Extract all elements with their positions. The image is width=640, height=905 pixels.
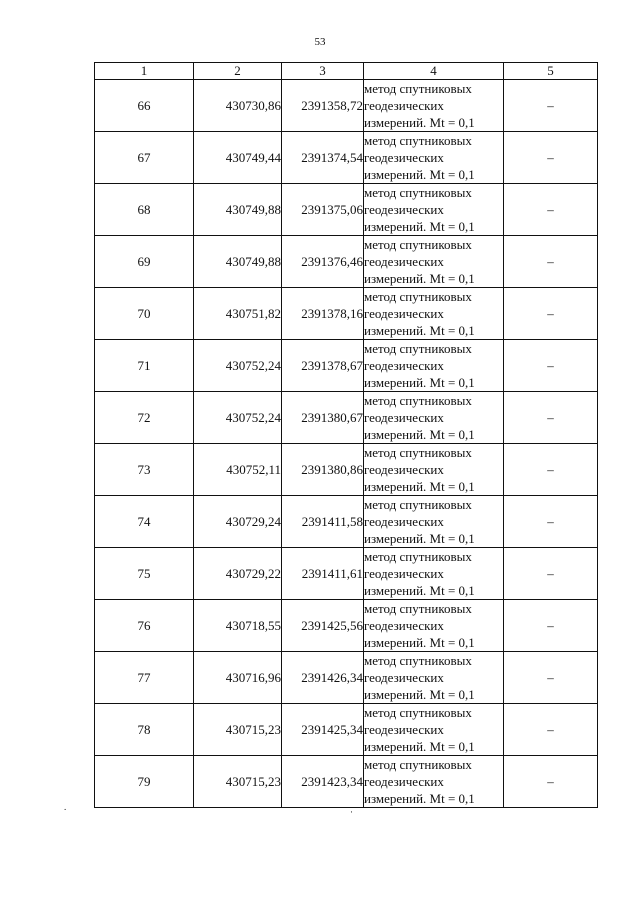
method-line: метод спутниковых (364, 237, 472, 252)
table-row (95, 288, 598, 340)
method-cell (364, 80, 504, 132)
method-line: измерений. Mt = 0,1 (364, 791, 475, 806)
method-line: измерений. Mt = 0,1 (364, 427, 475, 442)
method-line: измерений. Mt = 0,1 (364, 583, 475, 598)
method-cell (364, 704, 504, 756)
method-line: метод спутниковых (364, 289, 472, 304)
method-line: метод спутниковых (364, 81, 472, 96)
y-coordinate-cell: 2391374,54 (282, 132, 364, 184)
note-cell: – (504, 704, 598, 756)
method-cell (364, 548, 504, 600)
method-line: метод спутниковых (364, 497, 472, 512)
method-cell (364, 496, 504, 548)
method-line: метод спутниковых (364, 757, 472, 772)
method-line: геодезических (364, 202, 444, 217)
method-line: измерений. Mt = 0,1 (364, 531, 475, 546)
method-line: метод спутниковых (364, 445, 472, 460)
note-cell: – (504, 80, 598, 132)
note-cell: – (504, 496, 598, 548)
y-coordinate-cell: 2391378,67 (282, 340, 364, 392)
y-coordinate-cell: 2391425,56 (282, 600, 364, 652)
table-row (95, 496, 598, 548)
point-number-cell: 69 (95, 236, 194, 288)
method-line: измерений. Mt = 0,1 (364, 687, 475, 702)
header-col-1: 1 (95, 63, 194, 80)
point-number-cell: 71 (95, 340, 194, 392)
method-line: геодезических (364, 98, 444, 113)
method-line: измерений. Mt = 0,1 (364, 167, 475, 182)
note-cell: – (504, 236, 598, 288)
point-number-cell: 73 (95, 444, 194, 496)
method-cell (364, 652, 504, 704)
method-cell (364, 288, 504, 340)
method-line: метод спутниковых (364, 133, 472, 148)
method-line: геодезических (364, 410, 444, 425)
method-line: измерений. Mt = 0,1 (364, 479, 475, 494)
method-line: измерений. Mt = 0,1 (364, 271, 475, 286)
y-coordinate-cell: 2391358,72 (282, 80, 364, 132)
method-line: измерений. Mt = 0,1 (364, 739, 475, 754)
y-coordinate-cell: 2391425,34 (282, 704, 364, 756)
x-coordinate-cell: 430730,86 (194, 80, 282, 132)
header-col-2: 2 (194, 63, 282, 80)
table-row (95, 652, 598, 704)
method-line: метод спутниковых (364, 705, 472, 720)
x-coordinate-cell: 430752,11 (194, 444, 282, 496)
table-header (95, 63, 598, 80)
method-cell (364, 340, 504, 392)
note-cell: – (504, 600, 598, 652)
method-line: геодезических (364, 774, 444, 789)
coordinates-table (94, 62, 598, 808)
method-line: метод спутниковых (364, 601, 472, 616)
header-col-3: 3 (282, 63, 364, 80)
x-coordinate-cell: 430752,24 (194, 392, 282, 444)
table-row (95, 704, 598, 756)
method-cell (364, 756, 504, 808)
point-number-cell: 76 (95, 600, 194, 652)
table-row (95, 184, 598, 236)
note-cell: – (504, 548, 598, 600)
x-coordinate-cell: 430752,24 (194, 340, 282, 392)
method-line: измерений. Mt = 0,1 (364, 375, 475, 390)
y-coordinate-cell: 2391376,46 (282, 236, 364, 288)
x-coordinate-cell: 430751,82 (194, 288, 282, 340)
x-coordinate-cell: 430715,23 (194, 704, 282, 756)
method-line: метод спутниковых (364, 393, 472, 408)
table-row (95, 236, 598, 288)
point-number-cell: 68 (95, 184, 194, 236)
method-line: метод спутниковых (364, 341, 472, 356)
method-line: геодезических (364, 514, 444, 529)
method-line: геодезических (364, 462, 444, 477)
point-number-cell: 72 (95, 392, 194, 444)
method-line: метод спутниковых (364, 653, 472, 668)
table-row (95, 600, 598, 652)
point-number-cell: 70 (95, 288, 194, 340)
header-col-4: 4 (364, 63, 504, 80)
table-row (95, 340, 598, 392)
point-number-cell: 66 (95, 80, 194, 132)
y-coordinate-cell: 2391380,67 (282, 392, 364, 444)
method-line: измерений. Mt = 0,1 (364, 635, 475, 650)
page-number: 53 (314, 36, 326, 48)
y-coordinate-cell: 2391411,58 (282, 496, 364, 548)
x-coordinate-cell: 430749,88 (194, 236, 282, 288)
note-cell: – (504, 132, 598, 184)
x-coordinate-cell: 430749,44 (194, 132, 282, 184)
method-line: геодезических (364, 618, 444, 633)
method-line: геодезических (364, 670, 444, 685)
x-coordinate-cell: 430716,96 (194, 652, 282, 704)
table-row (95, 548, 598, 600)
x-coordinate-cell: 430729,24 (194, 496, 282, 548)
note-cell: – (504, 288, 598, 340)
point-number-cell: 77 (95, 652, 194, 704)
method-cell (364, 444, 504, 496)
method-line: геодезических (364, 150, 444, 165)
point-number-cell: 67 (95, 132, 194, 184)
table-row (95, 392, 598, 444)
scan-speck: · (350, 807, 353, 817)
header-row (95, 63, 598, 80)
note-cell: – (504, 184, 598, 236)
note-cell: – (504, 340, 598, 392)
scan-speck: . (64, 802, 67, 812)
method-line: измерений. Mt = 0,1 (364, 115, 475, 130)
note-cell: – (504, 756, 598, 808)
point-number-cell: 74 (95, 496, 194, 548)
x-coordinate-cell: 430749,88 (194, 184, 282, 236)
y-coordinate-cell: 2391375,06 (282, 184, 364, 236)
note-cell: – (504, 444, 598, 496)
y-coordinate-cell: 2391426,34 (282, 652, 364, 704)
method-cell (364, 392, 504, 444)
method-line: измерений. Mt = 0,1 (364, 219, 475, 234)
method-cell (364, 132, 504, 184)
method-cell (364, 184, 504, 236)
method-line: метод спутниковых (364, 185, 472, 200)
method-line: измерений. Mt = 0,1 (364, 323, 475, 338)
method-line: геодезических (364, 254, 444, 269)
method-cell (364, 236, 504, 288)
point-number-cell: 78 (95, 704, 194, 756)
x-coordinate-cell: 430729,22 (194, 548, 282, 600)
note-cell: – (504, 392, 598, 444)
method-line: геодезических (364, 358, 444, 373)
table-row (95, 756, 598, 808)
method-line: геодезических (364, 306, 444, 321)
y-coordinate-cell: 2391411,61 (282, 548, 364, 600)
x-coordinate-cell: 430718,55 (194, 600, 282, 652)
table-row (95, 132, 598, 184)
table-row (95, 80, 598, 132)
method-line: геодезических (364, 722, 444, 737)
method-cell (364, 600, 504, 652)
method-line: геодезических (364, 566, 444, 581)
y-coordinate-cell: 2391380,86 (282, 444, 364, 496)
y-coordinate-cell: 2391423,34 (282, 756, 364, 808)
table-body (95, 80, 598, 808)
point-number-cell: 79 (95, 756, 194, 808)
table-row (95, 444, 598, 496)
y-coordinate-cell: 2391378,16 (282, 288, 364, 340)
method-line: метод спутниковых (364, 549, 472, 564)
header-col-5: 5 (504, 63, 598, 80)
note-cell: – (504, 652, 598, 704)
x-coordinate-cell: 430715,23 (194, 756, 282, 808)
point-number-cell: 75 (95, 548, 194, 600)
